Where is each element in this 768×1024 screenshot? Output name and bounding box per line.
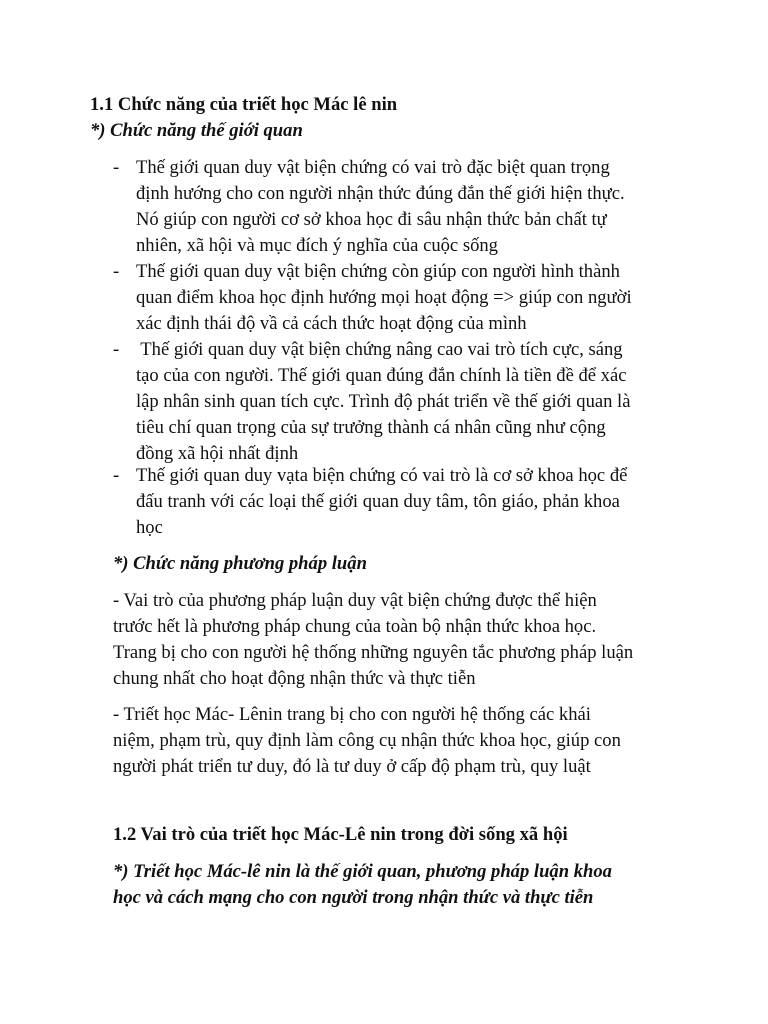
para-1-line-3: Trang bị cho con người hệ thống những nguyên tắc phương pháp luận: [113, 642, 634, 663]
bullet-dash: -: [113, 339, 120, 360]
bullet-1-line-3: Nó giúp con người cơ sở khoa học đi sâu nhận thức bản chất tự: [136, 209, 607, 230]
para-2-line-3: người phát triển tư duy, đó là tư duy ở cấp độ phạm trù, quy luật: [113, 756, 591, 777]
bullet-dash: -: [113, 157, 120, 178]
methodology-subheading: *) Chức năng phương pháp luận: [113, 553, 367, 574]
section-2-heading: 1.2 Vai trò của triết học Mác-Lê nin trong đời sống xã hội: [113, 824, 568, 845]
bullet-3-line-4: tiêu chí quan trọng của sự trưởng thành cá nhân cũng như cộng: [136, 417, 606, 438]
bullet-1-line-4: nhiên, xã hội và mục đích ý nghĩa của cuộc sống: [136, 235, 498, 256]
bullet-3-line-2: tạo của con người. Thế giới quan đúng đắn chính là tiền đề để xác: [136, 365, 627, 386]
bullet-4-line-3: học: [136, 517, 163, 538]
para-1-line-1: - Vai trò của phương pháp luận duy vật biện chứng được thể hiện: [113, 590, 597, 611]
para-2-line-1: - Triết học Mác- Lênin trang bị cho con người hệ thống các khái: [113, 704, 591, 725]
bullet-4-line-2: đấu tranh với các loại thế giới quan duy tâm, tôn giáo, phản khoa: [136, 491, 620, 512]
bullet-dash: -: [113, 465, 120, 486]
para-1-line-2: trước hết là phương pháp chung của toàn bộ nhận thức khoa học.: [113, 616, 597, 637]
bullet-1-line-2: định hướng cho con người nhận thức đúng đắn thế giới hiện thực.: [136, 183, 625, 204]
para-2-line-2: niệm, phạm trù, quy định làm công cụ nhận thức khoa học, giúp con: [113, 730, 621, 751]
bullet-dash: -: [113, 261, 120, 282]
bullet-2-line-3: xác định thái độ vầ cả cách thức hoạt động của mình: [136, 313, 527, 334]
bullet-1-line-1: Thế giới quan duy vật biện chứng có vai trò đặc biệt quan trọng: [136, 157, 610, 178]
section-2-sub-line-1: *) Triết học Mác-lê nin là thế giới quan, phương pháp luận khoa: [113, 861, 612, 882]
section-2-sub-line-2: học và cách mạng cho con người trong nhận thức và thực tiễn: [113, 887, 594, 908]
section-1-heading: 1.1 Chức năng của triết học Mác lê nin: [90, 94, 398, 115]
bullet-3-line-1: Thế giới quan duy vật biện chứng nâng cao vai trò tích cực, sáng: [136, 339, 623, 360]
worldview-subheading: *) Chức năng thế giới quan: [90, 120, 303, 141]
bullet-2-line-2: quan điểm khoa học định hướng mọi hoạt động => giúp con người: [136, 287, 632, 308]
bullet-2-line-1: Thế giới quan duy vật biện chứng còn giúp con người hình thành: [136, 261, 620, 282]
bullet-3-line-5: đồng xã hội nhất định: [136, 443, 299, 464]
bullet-3-line-3: lập nhân sinh quan tích cực. Trình độ phát triển về thế giới quan là: [136, 391, 631, 412]
para-1-line-4: chung nhất cho hoạt động nhận thức và thực tiễn: [113, 668, 476, 689]
bullet-4-line-1: Thế giới quan duy vạta biện chứng có vai trò là cơ sở khoa học để: [136, 465, 628, 486]
